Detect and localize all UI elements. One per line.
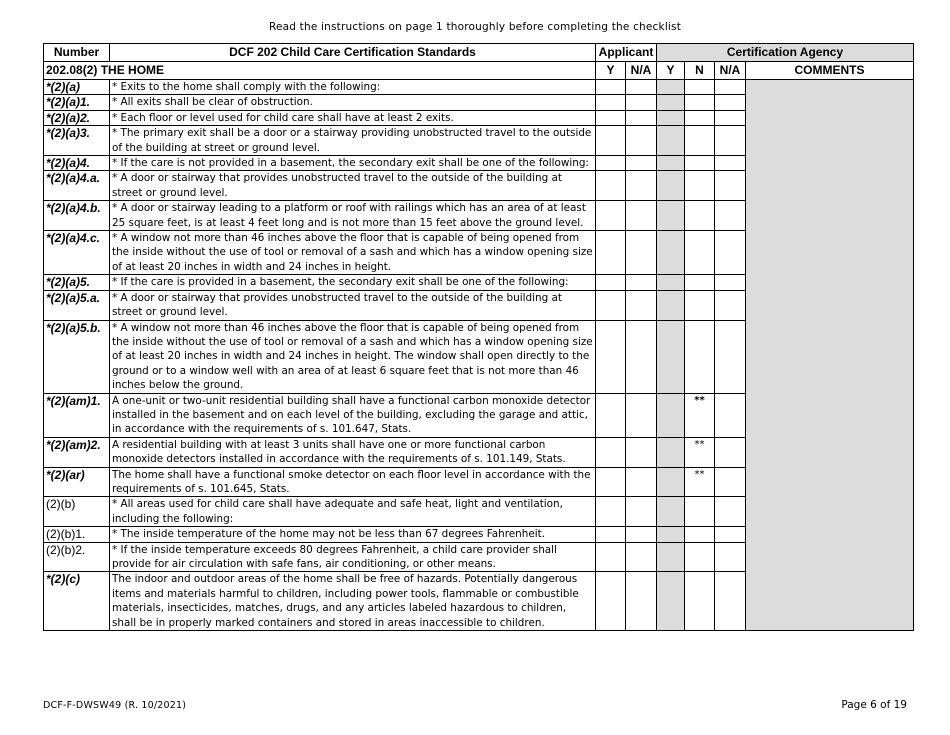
applicant-na-cell[interactable]: [626, 275, 657, 290]
agency-na-cell[interactable]: [715, 467, 746, 497]
agency-y-cell[interactable]: [657, 80, 685, 95]
row-number: *(2)(a)4.: [44, 156, 110, 171]
applicant-y-cell[interactable]: [596, 572, 626, 631]
agency-na-cell[interactable]: [715, 110, 746, 125]
row-standard-text: * All areas used for child care shall have adequate and safe heat, light and ventilation, including the following:: [110, 497, 596, 527]
agency-n-cell[interactable]: [685, 231, 715, 275]
agency-n-cell[interactable]: [685, 275, 715, 290]
agency-y-cell[interactable]: [657, 156, 685, 171]
row-number: *(2)(c): [44, 572, 110, 631]
agency-na-cell[interactable]: [715, 80, 746, 95]
row-number: *(2)(a)5.b.: [44, 320, 110, 393]
applicant-y-cell[interactable]: [596, 110, 626, 125]
row-standard-text: A residential building with at least 3 units shall have one or more functional carbon monoxide detectors installed in accordance with the requirements of s. 101.149, Stats.: [110, 437, 596, 467]
agency-n-cell[interactable]: [685, 126, 715, 156]
page-number: Page 6 of 19: [841, 699, 907, 711]
applicant-na-cell[interactable]: [626, 393, 657, 437]
applicant-na-cell[interactable]: [626, 201, 657, 231]
applicant-y-cell[interactable]: [596, 126, 626, 156]
agency-na-cell[interactable]: [715, 527, 746, 542]
row-standard-text: * A window not more than 46 inches above the floor that is capable of being opened from the inside without the use of tool or removal of a sash and which has a window opening size of at least 20 inches in width and 24 inches in height. The window shall open directly to the ground or to a window well with an area of at least 6 square feet that is not more than 46 inches below the ground.: [110, 320, 596, 393]
subheader-agency-n: N: [685, 62, 715, 80]
agency-y-cell[interactable]: [657, 126, 685, 156]
agency-na-cell[interactable]: [715, 542, 746, 572]
applicant-y-cell[interactable]: [596, 393, 626, 437]
row-number: (2)(b)1.: [44, 527, 110, 542]
row-standard-text: A one-unit or two-unit residential building shall have a functional carbon monoxide detector installed in the basement and on each level of the building, excluding the garage and attic, in accordance with the requirements of s. 101.647, Stats.: [110, 393, 596, 437]
applicant-na-cell[interactable]: [626, 171, 657, 201]
applicant-y-cell[interactable]: [596, 275, 626, 290]
applicant-y-cell[interactable]: [596, 171, 626, 201]
row-number: (2)(b)2.: [44, 542, 110, 572]
agency-y-cell[interactable]: [657, 497, 685, 527]
row-standard-text: * All exits shall be clear of obstruction.: [110, 95, 596, 110]
row-standard-text: * Each floor or level used for child care shall have at least 2 exits.: [110, 110, 596, 125]
applicant-na-cell[interactable]: [626, 467, 657, 497]
agency-y-cell[interactable]: [657, 527, 685, 542]
agency-n-cell[interactable]: [685, 542, 715, 572]
agency-na-cell[interactable]: [715, 275, 746, 290]
applicant-na-cell[interactable]: [626, 80, 657, 95]
col-header-applicant: Applicant: [596, 44, 657, 62]
agency-n-cell[interactable]: **: [685, 467, 715, 497]
col-header-number: Number: [44, 44, 110, 62]
agency-n-cell[interactable]: [685, 497, 715, 527]
row-number: *(2)(ar): [44, 467, 110, 497]
applicant-y-cell[interactable]: [596, 467, 626, 497]
agency-y-cell[interactable]: [657, 95, 685, 110]
applicant-y-cell[interactable]: [596, 437, 626, 467]
applicant-na-cell[interactable]: [626, 290, 657, 320]
applicant-y-cell[interactable]: [596, 290, 626, 320]
agency-n-cell[interactable]: **: [685, 437, 715, 467]
agency-na-cell[interactable]: [715, 290, 746, 320]
agency-na-cell[interactable]: [715, 572, 746, 631]
agency-n-cell[interactable]: [685, 110, 715, 125]
applicant-y-cell[interactable]: [596, 80, 626, 95]
agency-na-cell[interactable]: [715, 497, 746, 527]
agency-na-cell[interactable]: [715, 437, 746, 467]
row-number: *(2)(a)4.c.: [44, 231, 110, 275]
subheader-agency-y: Y: [657, 62, 685, 80]
applicant-y-cell[interactable]: [596, 231, 626, 275]
agency-na-cell[interactable]: [715, 171, 746, 201]
agency-n-cell[interactable]: [685, 527, 715, 542]
agency-n-cell[interactable]: [685, 95, 715, 110]
applicant-na-cell[interactable]: [626, 156, 657, 171]
row-number: *(2)(a)5.a.: [44, 290, 110, 320]
row-number: *(2)(a)4.a.: [44, 171, 110, 201]
row-number: *(2)(a)1.: [44, 95, 110, 110]
row-standard-text: * The inside temperature of the home may not be less than 67 degrees Fahrenheit.: [110, 527, 596, 542]
row-number: *(2)(a): [44, 80, 110, 95]
applicant-na-cell[interactable]: [626, 320, 657, 393]
applicant-na-cell[interactable]: [626, 527, 657, 542]
agency-n-cell[interactable]: [685, 156, 715, 171]
applicant-y-cell[interactable]: [596, 497, 626, 527]
row-standard-text: * A door or stairway that provides unobstructed travel to the outside of the building at street or ground level.: [110, 171, 596, 201]
row-number: *(2)(a)2.: [44, 110, 110, 125]
agency-na-cell[interactable]: [715, 231, 746, 275]
subheader-agency-na: N/A: [715, 62, 746, 80]
applicant-na-cell[interactable]: [626, 126, 657, 156]
applicant-y-cell[interactable]: [596, 527, 626, 542]
subheader-comments: COMMENTS: [746, 62, 914, 80]
top-instruction: Read the instructions on page 1 thoroughly before completing the checklist: [268, 21, 682, 33]
row-number: *(2)(am)2.: [44, 437, 110, 467]
agency-y-cell[interactable]: [657, 201, 685, 231]
applicant-y-cell[interactable]: [596, 95, 626, 110]
row-standard-text: * Exits to the home shall comply with the following:: [110, 80, 596, 95]
row-number: *(2)(a)5.: [44, 275, 110, 290]
agency-y-cell[interactable]: [657, 320, 685, 393]
agency-na-cell[interactable]: [715, 126, 746, 156]
subheader-applicant-na: N/A: [626, 62, 657, 80]
applicant-na-cell[interactable]: [626, 95, 657, 110]
form-id: DCF-F-DWSW49 (R. 10/2021): [43, 700, 187, 711]
applicant-na-cell[interactable]: [626, 437, 657, 467]
agency-y-cell[interactable]: [657, 231, 685, 275]
agency-y-cell[interactable]: [657, 572, 685, 631]
row-standard-text: * A door or stairway leading to a platform or roof with railings which has an area of at least 25 square feet, is at least 4 feet long and is not more than 15 feet above the ground level.: [110, 201, 596, 231]
applicant-na-cell[interactable]: [626, 497, 657, 527]
agency-n-cell[interactable]: [685, 171, 715, 201]
agency-na-cell[interactable]: [715, 201, 746, 231]
agency-y-cell[interactable]: [657, 467, 685, 497]
certification-checklist-table: [43, 43, 914, 631]
agency-y-cell[interactable]: [657, 171, 685, 201]
col-header-certification-agency: Certification Agency: [657, 44, 914, 62]
applicant-na-cell[interactable]: [626, 110, 657, 125]
col-header-standards: DCF 202 Child Care Certification Standards: [110, 44, 596, 62]
row-standard-text: * A door or stairway that provides unobstructed travel to the outside of the building at street or ground level.: [110, 290, 596, 320]
applicant-y-cell[interactable]: [596, 156, 626, 171]
applicant-na-cell[interactable]: [626, 542, 657, 572]
row-number: *(2)(a)4.b.: [44, 201, 110, 231]
agency-y-cell[interactable]: [657, 437, 685, 467]
agency-na-cell[interactable]: [715, 95, 746, 110]
applicant-y-cell[interactable]: [596, 201, 626, 231]
row-standard-text: * The primary exit shall be a door or a stairway providing unobstructed travel to the outside of the building at street or ground level.: [110, 126, 596, 156]
agency-y-cell[interactable]: [657, 393, 685, 437]
row-standard-text: The home shall have a functional smoke detector on each floor level in accordance with the requirements of s. 101.645, Stats.: [110, 467, 596, 497]
subheader-applicant-y: Y: [596, 62, 626, 80]
table-row: [44, 80, 914, 95]
agency-n-cell[interactable]: [685, 80, 715, 95]
agency-y-cell[interactable]: [657, 290, 685, 320]
row-number: *(2)(am)1.: [44, 393, 110, 437]
applicant-na-cell[interactable]: [626, 231, 657, 275]
row-standard-text: The indoor and outdoor areas of the home shall be free of hazards. Potentially dangerous items and materials harmful to children, including power tools, flammable or combustible materials, insecticides, matches, drugs, and any articles labeled hazardous to children, shall be in properly marked containers and stored in areas inaccessible to children.: [110, 572, 596, 631]
applicant-y-cell[interactable]: [596, 542, 626, 572]
applicant-y-cell[interactable]: [596, 320, 626, 393]
agency-y-cell[interactable]: [657, 542, 685, 572]
agency-n-cell[interactable]: [685, 320, 715, 393]
row-number: *(2)(a)3.: [44, 126, 110, 156]
row-number: (2)(b): [44, 497, 110, 527]
agency-n-cell[interactable]: [685, 201, 715, 231]
agency-na-cell[interactable]: [715, 393, 746, 437]
agency-n-cell[interactable]: **: [685, 393, 715, 437]
row-standard-text: * A window not more than 46 inches above the floor that is capable of being opened from the inside without the use of tool or removal of a sash and which has a window opening size of at least 20 inches in width and 24 inches in height.: [110, 231, 596, 275]
row-standard-text: * If the care is provided in a basement, the secondary exit shall be one of the following:: [110, 275, 596, 290]
agency-y-cell[interactable]: [657, 110, 685, 125]
agency-n-cell[interactable]: [685, 572, 715, 631]
agency-na-cell[interactable]: [715, 320, 746, 393]
row-standard-text: * If the care is not provided in a basement, the secondary exit shall be one of the following:: [110, 156, 596, 171]
row-standard-text: * If the inside temperature exceeds 80 degrees Fahrenheit, a child care provider shall provide for air circulation with safe fans, air conditioning, or other means.: [110, 542, 596, 572]
applicant-na-cell[interactable]: [626, 572, 657, 631]
agency-n-cell[interactable]: [685, 290, 715, 320]
section-title: 202.08(2) THE HOME: [44, 62, 596, 80]
agency-y-cell[interactable]: [657, 275, 685, 290]
agency-na-cell[interactable]: [715, 156, 746, 171]
comments-cell[interactable]: [746, 80, 914, 631]
